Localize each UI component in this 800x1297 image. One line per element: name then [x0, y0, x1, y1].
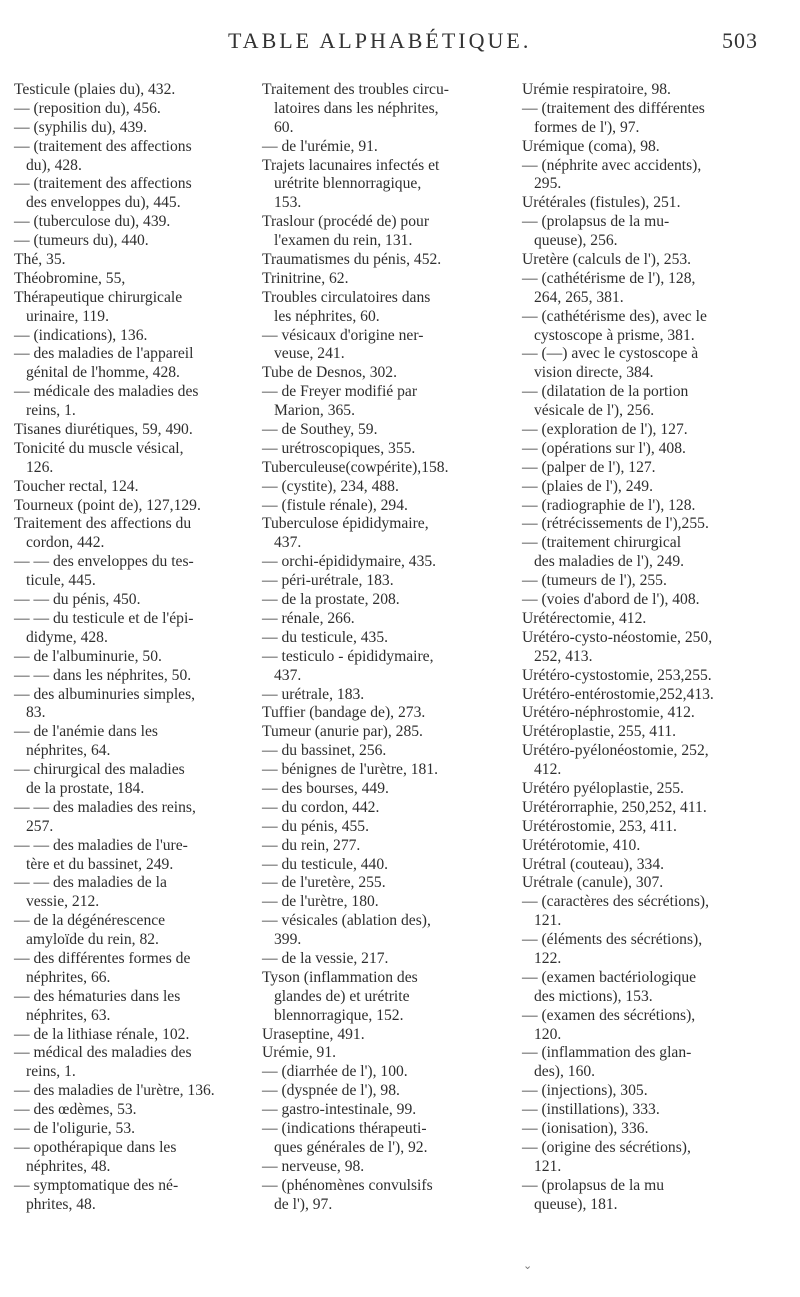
index-entry-line: — (caractères des sécrétions),: [522, 893, 710, 911]
index-entry-line: — médical des maladies des: [14, 1044, 192, 1062]
index-entry-line: cystoscope à prisme, 381.: [534, 326, 695, 344]
index-entry-line: reins, 1.: [26, 402, 76, 420]
index-entry-line: ticule, 445.: [26, 572, 96, 590]
index-entry-line: urétrite blennorragique,: [274, 175, 422, 193]
index-entry-line: Urétérectomie, 412.: [522, 609, 647, 627]
index-entry-line: — opothérapique dans les: [14, 1138, 177, 1156]
index-entry-line: — urétrale, 183.: [262, 685, 365, 703]
index-entry-line: Tube de Desnos, 302.: [262, 364, 398, 382]
index-entry-line: 121.: [534, 1157, 562, 1175]
index-entry-line: — du testicule, 440.: [262, 855, 389, 873]
index-entry-line: — (instillations), 333.: [522, 1101, 660, 1119]
index-entry-line: — — du testicule et de l'épi-: [14, 609, 194, 627]
index-entry-line: blennorragique, 152.: [274, 1006, 404, 1024]
index-entry-line: — (origine des sécrétions),: [522, 1138, 691, 1156]
index-entry-line: phrites, 48.: [26, 1195, 96, 1213]
index-entry-line: tère et du bassinet, 249.: [26, 855, 174, 873]
index-entry-line: — du bassinet, 256.: [262, 742, 387, 760]
index-entry-line: — des bourses, 449.: [262, 779, 389, 797]
index-entry-line: — (traitement chirurgical: [522, 534, 682, 552]
index-entry-line: amyloïde du rein, 82.: [26, 931, 159, 949]
index-entry-line: — de l'anémie dans les: [14, 723, 158, 741]
index-entry-line: — (prolapsus de la mu-: [522, 213, 670, 231]
index-entry-line: — gastro-intestinale, 99.: [262, 1101, 417, 1119]
page-number: 503: [722, 28, 758, 53]
index-entry-line: — du cordon, 442.: [262, 798, 380, 816]
index-entry-line: — (cathétérisme de l'), 128,: [522, 269, 696, 287]
index-entry-line: — (dilatation de la portion: [522, 383, 689, 401]
index-entry-line: l'examen du rein, 131.: [274, 232, 413, 250]
index-entry-line: Urémie respiratoire, 98.: [522, 81, 671, 98]
index-entry-line: 295.: [534, 175, 562, 193]
index-entry-line: Traitement des affections du: [14, 515, 192, 533]
index-entry-line: — — du pénis, 450.: [14, 591, 141, 609]
index-column-2: [262, 81, 510, 1214]
index-entry-line: — testiculo - épididymaire,: [262, 647, 434, 665]
index-entry-line: queuse), 181.: [534, 1195, 618, 1213]
index-entry-line: néphrites, 64.: [26, 742, 111, 760]
index-column-1: [14, 81, 251, 1214]
index-entry-line: — — des enveloppes du tes-: [14, 553, 194, 571]
index-entry-line: — de l'uretère, 255.: [262, 874, 386, 892]
index-entry-line: 257.: [26, 817, 54, 835]
index-entry-line: — (examen bactériologique: [522, 968, 697, 986]
index-entry-line: — (ionisation), 336.: [522, 1119, 649, 1137]
index-entry-line: — du pénis, 455.: [262, 817, 369, 835]
index-entry-line: — (inflammation des glan-: [522, 1044, 692, 1062]
index-entry-line: — (examen des sécrétions),: [522, 1006, 696, 1024]
index-entry-line: Tuffier (bandage de), 273.: [262, 704, 426, 722]
index-entry-line: les néphrites, 60.: [274, 307, 380, 325]
index-entry-line: — (reposition du), 456.: [14, 99, 161, 117]
index-entry-line: — symptomatique des né-: [14, 1176, 179, 1194]
index-entry-line: — des maladies de l'urètre, 136.: [14, 1082, 215, 1100]
index-entry-line: Urétéro-néphrostomie, 412.: [522, 704, 695, 722]
index-entry-line: des maladies de l'), 249.: [534, 553, 685, 571]
index-entry-line: 264, 265, 381.: [534, 288, 624, 306]
index-entry-line: — médicale des maladies des: [14, 383, 199, 401]
index-entry-line: 437.: [274, 666, 302, 684]
index-entry-line: — (radiographie de l'), 128.: [522, 496, 696, 514]
index-entry-line: — (exploration de l'), 127.: [522, 421, 688, 439]
index-entry-line: Urétrale (canule), 307.: [522, 874, 664, 892]
index-entry-line: — (dyspnée de l'), 98.: [262, 1082, 400, 1100]
index-entry-line: Traitement des troubles circu-: [262, 81, 449, 98]
index-entry-line: urinaire, 119.: [26, 307, 109, 325]
index-entry-line: Thérapeutique chirurgicale: [14, 288, 183, 306]
index-entry-line: — (tumeurs du), 440.: [14, 232, 149, 250]
index-entry-line: — (tuberculose du), 439.: [14, 213, 171, 231]
index-entry-line: Urémique (coma), 98.: [522, 137, 660, 155]
index-entry-line: 121.: [534, 912, 562, 930]
index-entry-line: Tuberculose épididymaire,: [262, 515, 429, 533]
index-entry-line: formes de l'), 97.: [534, 118, 640, 136]
index-entry-line: — de la prostate, 208.: [262, 591, 400, 609]
index-entry-line: Urétérostomie, 253, 411.: [522, 817, 677, 835]
index-entry-line: — (indications), 136.: [14, 326, 148, 344]
index-entry-line: — des hématuries dans les: [14, 987, 181, 1005]
index-entry-line: Urétérales (fistules), 251.: [522, 194, 681, 212]
index-entry-line: Urétéro-entérostomie,252,413.: [522, 685, 714, 703]
index-entry-line: Tisanes diurétiques, 59, 490.: [14, 421, 193, 439]
index-entry-line: — — des maladies de l'ure-: [14, 836, 188, 854]
index-entry-line: — (éléments des sécrétions),: [522, 931, 703, 949]
index-entry-line: — (indications thérapeuti-: [262, 1119, 427, 1137]
index-entry-line: vision directe, 384.: [534, 364, 654, 382]
index-entry-line: Uraseptine, 491.: [262, 1025, 365, 1043]
index-entry-line: des), 160.: [534, 1063, 596, 1081]
index-entry-line: Testicule (plaies du), 432.: [14, 81, 176, 98]
index-entry-line: Trajets lacunaires infectés et: [262, 156, 440, 174]
index-entry-line: Urétéro-cysto-néostomie, 250,: [522, 628, 713, 646]
index-entry-line: — de la vessie, 217.: [262, 949, 389, 967]
index-entry-line: — (palper de l'), 127.: [522, 458, 656, 476]
index-entry-line: Tuberculeuse(cowpérite),158.: [262, 458, 449, 476]
index-entry-line: 437.: [274, 534, 302, 552]
index-entry-line: Marion, 365.: [274, 402, 355, 420]
index-entry-line: — de la dégénérescence: [14, 912, 166, 930]
index-entry-line: — (néphrite avec accidents),: [522, 156, 702, 174]
index-entry-line: — vésicales (ablation des),: [262, 912, 431, 930]
index-entry-line: — — des maladies des reins,: [14, 798, 196, 816]
index-entry-line: — de Freyer modifié par: [262, 383, 418, 401]
index-entry-line: néphrites, 63.: [26, 1006, 111, 1024]
index-entry-line: du), 428.: [26, 156, 82, 174]
index-entry-line: latoires dans les néphrites,: [274, 99, 439, 117]
index-entry-line: Tourneux (point de), 127,129.: [14, 496, 201, 514]
index-entry-line: — (diarrhée de l'), 100.: [262, 1063, 408, 1081]
index-entry-line: ques générales de l'), 92.: [274, 1138, 428, 1156]
index-entry-line: — — des maladies de la: [14, 874, 167, 892]
index-entry-line: Traumatismes du pénis, 452.: [262, 251, 442, 269]
index-entry-line: 153.: [274, 194, 302, 212]
index-entry-line: de la prostate, 184.: [26, 779, 145, 797]
index-entry-line: — urétroscopiques, 355.: [262, 439, 416, 457]
index-entry-line: — orchi-épididymaire, 435.: [262, 553, 437, 571]
index-entry-line: — vésicaux d'origine ner-: [262, 326, 424, 344]
index-entry-line: de l'), 97.: [274, 1195, 333, 1213]
index-entry-line: — des maladies de l'appareil: [14, 345, 194, 363]
index-entry-line: des mictions), 153.: [534, 987, 653, 1005]
index-entry-line: 83.: [26, 704, 46, 722]
index-column-3: [522, 81, 792, 1214]
index-entry-line: — chirurgical des maladies: [14, 761, 185, 779]
index-entry-line: — de l'oligurie, 53.: [14, 1119, 136, 1137]
index-entry-line: des enveloppes du), 445.: [26, 194, 181, 212]
index-entry-line: néphrites, 66.: [26, 968, 111, 986]
index-entry-line: Traslour (procédé de) pour: [262, 213, 430, 231]
index-entry-line: Urétéro-pyélonéostomie, 252,: [522, 742, 709, 760]
index-entry-line: — nerveuse, 98.: [262, 1157, 365, 1175]
index-entry-line: néphrites, 48.: [26, 1157, 111, 1175]
index-entry-line: — (tumeurs de l'), 255.: [522, 572, 667, 590]
index-entry-line: — (—) avec le cystoscope à: [522, 345, 699, 363]
index-entry-line: Urétéroplastie, 255, 411.: [522, 723, 677, 741]
index-entry-line: queuse), 256.: [534, 232, 618, 250]
index-entry-line: veuse, 241.: [274, 345, 345, 363]
index-entry-line: cordon, 442.: [26, 534, 105, 552]
index-entry-line: Urétéro-cystostomie, 253,255.: [522, 666, 712, 684]
index-entry-line: reins, 1.: [26, 1063, 76, 1081]
index-entry-line: — (plaies de l'), 249.: [522, 477, 653, 495]
index-entry-line: vessie, 212.: [26, 893, 100, 911]
index-entry-line: 126.: [26, 458, 54, 476]
index-entry-line: — des albuminuries simples,: [14, 685, 196, 703]
index-entry-line: — bénignes de l'urètre, 181.: [262, 761, 439, 779]
index-entry-line: — (traitement des différentes: [522, 99, 705, 117]
index-entry-line: glandes de) et urétrite: [274, 987, 410, 1005]
index-entry-line: — du testicule, 435.: [262, 628, 389, 646]
index-entry-line: vésicale de l'), 256.: [534, 402, 655, 420]
index-entry-line: — rénale, 266.: [262, 609, 355, 627]
index-entry-line: — (cystite), 234, 488.: [262, 477, 399, 495]
index-entry-line: 412.: [534, 761, 562, 779]
index-entry-line: — péri-urétrale, 183.: [262, 572, 394, 590]
index-entry-line: — — dans les néphrites, 50.: [14, 666, 192, 684]
index-entry-line: Théobromine, 55,: [14, 269, 126, 287]
index-entry-line: 120.: [534, 1025, 562, 1043]
page-header: [0, 28, 800, 58]
index-entry-line: — (traitement des affections: [14, 175, 192, 193]
index-entry-line: — de l'urètre, 180.: [262, 893, 379, 911]
index-entry-line: génital de l'homme, 428.: [26, 364, 180, 382]
index-entry-line: — du rein, 277.: [262, 836, 361, 854]
index-entry-line: Urétérorraphie, 250,252, 411.: [522, 798, 707, 816]
scan-mark: ⌄: [523, 1260, 533, 1272]
index-entry-line: Urétérotomie, 410.: [522, 836, 641, 854]
index-entry-line: — des différentes formes de: [14, 949, 191, 967]
index-entry-line: Trinitrine, 62.: [262, 269, 349, 287]
index-entry-line: Tonicité du muscle vésical,: [14, 439, 184, 457]
index-entry-line: — de Southey, 59.: [262, 421, 378, 439]
index-entry-line: Tyson (inflammation des: [262, 968, 418, 986]
index-entry-line: Urémie, 91.: [262, 1044, 337, 1062]
index-entry-line: 399.: [274, 931, 302, 949]
index-entry-line: — des œdèmes, 53.: [14, 1101, 137, 1119]
index-entry-line: didyme, 428.: [26, 628, 108, 646]
index-entry-line: — de l'albuminurie, 50.: [14, 647, 162, 665]
index-entry-line: — (syphilis du), 439.: [14, 118, 147, 136]
index-entry-line: Troubles circulatoires dans: [262, 288, 431, 306]
index-entry-line: Uretère (calculs de l'), 253.: [522, 251, 692, 269]
index-entry-line: — (traitement des affections: [14, 137, 192, 155]
index-entry-line: 252, 413.: [534, 647, 593, 665]
index-entry-line: 60.: [274, 118, 294, 136]
index-entry-line: — (injections), 305.: [522, 1082, 648, 1100]
index-entry-line: — (fistule rénale), 294.: [262, 496, 408, 514]
index-entry-line: Tumeur (anurie par), 285.: [262, 723, 423, 741]
index-entry-line: — (opérations sur l'), 408.: [522, 439, 686, 457]
index-entry-line: Toucher rectal, 124.: [14, 477, 139, 495]
index-entry-line: — (rétrécissements de l'),255.: [522, 515, 709, 533]
index-entry-line: Thé, 35.: [14, 251, 66, 269]
index-entry-line: — de l'urémie, 91.: [262, 137, 378, 155]
index-entry-line: — (cathétérisme des), avec le: [522, 307, 707, 325]
index-entry-line: Urétral (couteau), 334.: [522, 855, 665, 873]
index-entry-line: — (prolapsus de la mu: [522, 1176, 665, 1194]
index-entry-line: 122.: [534, 949, 562, 967]
index-entry-line: — (voies d'abord de l'), 408.: [522, 591, 700, 609]
index-entry-line: — (phénomènes convulsifs: [262, 1176, 433, 1194]
index-entry-line: Urétéro pyéloplastie, 255.: [522, 779, 684, 797]
running-title: TABLE ALPHABÉTIQUE.: [228, 28, 532, 53]
index-entry-line: — de la lithiase rénale, 102.: [14, 1025, 190, 1043]
